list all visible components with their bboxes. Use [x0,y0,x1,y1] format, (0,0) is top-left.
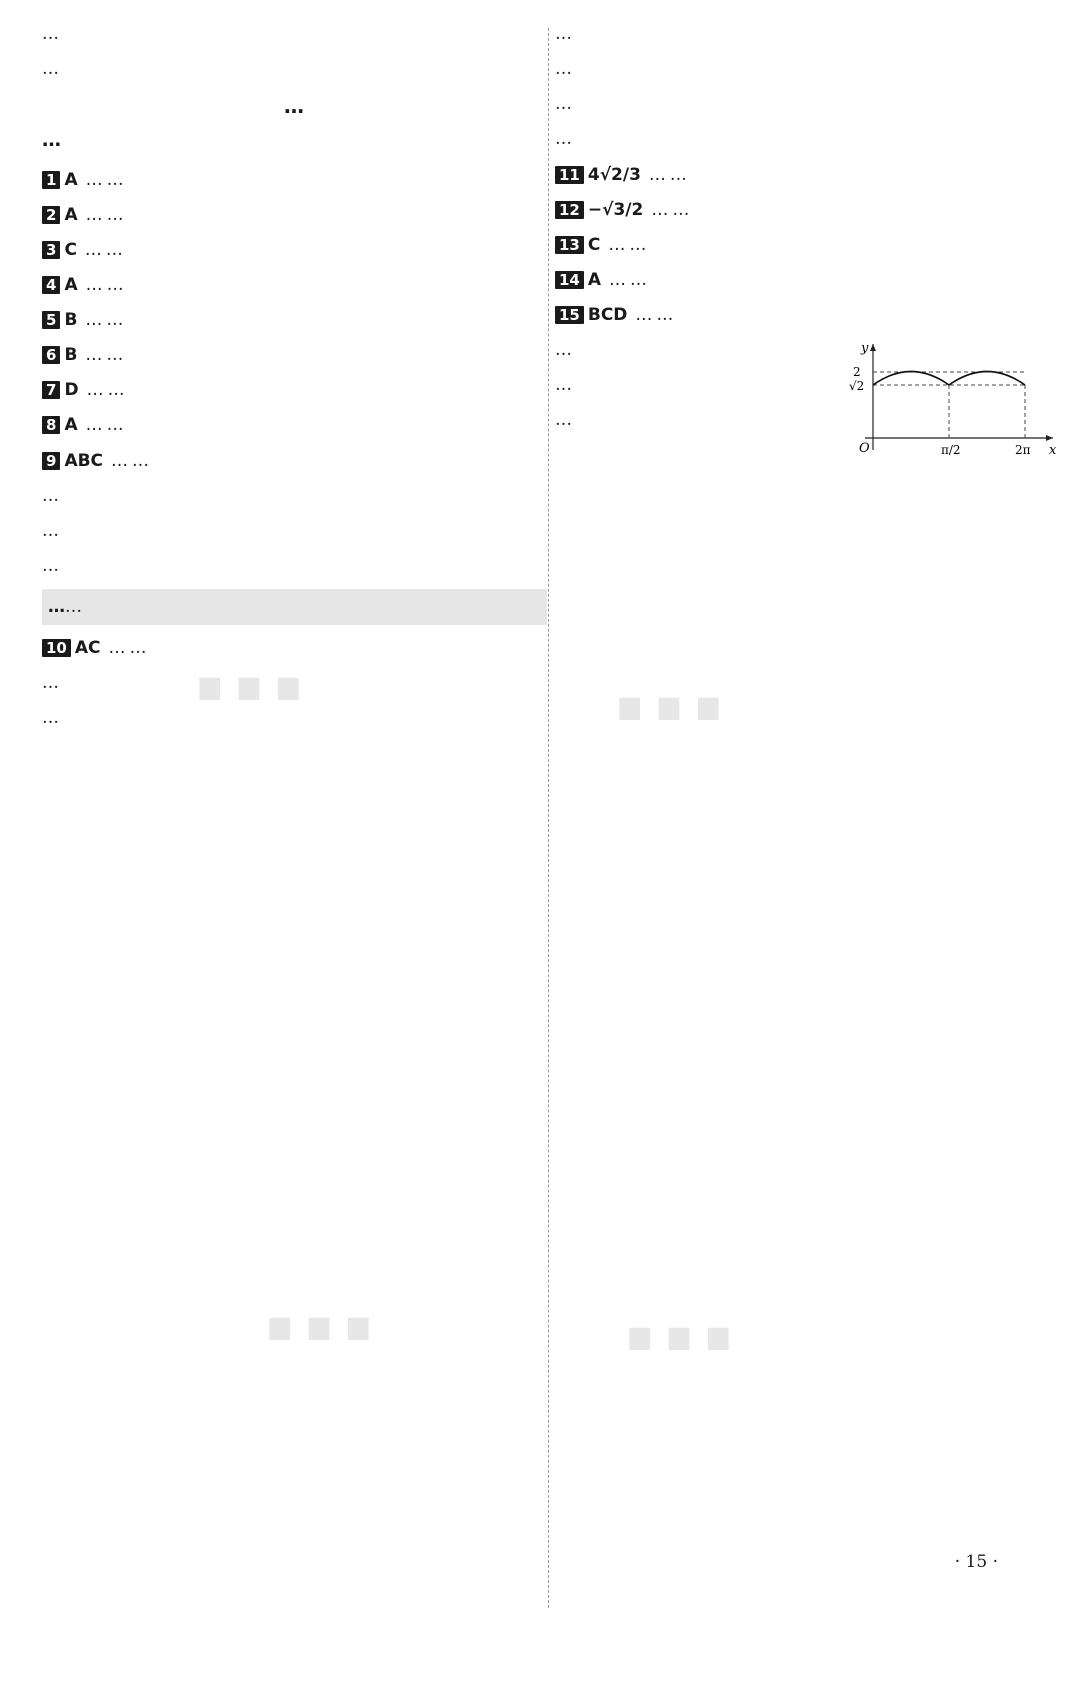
problem-number: 13 [555,236,584,254]
solution-text: … [669,164,687,185]
problem-4 [42,273,547,297]
problem-number: 8 [42,416,60,434]
problem-10-case-d: … [555,94,572,115]
solution-tag: … [111,450,129,471]
solution-tag: … [85,415,103,436]
function-graph [845,338,1060,458]
answer-label: B [64,310,78,331]
problem-6 [42,343,547,367]
problem-8 [42,413,547,437]
page-number: · 15 · [954,1552,998,1572]
left-column [42,22,547,742]
right-column [555,22,1060,462]
problem-2 [42,203,547,227]
problem-number: 7 [42,381,60,399]
x-tick-two-pi: 2π [1015,443,1031,458]
solution-text: … [629,234,647,255]
solution-tag: … [108,638,126,659]
intro-line-2: … [42,59,59,80]
answer-label: B [64,345,78,366]
x-tick-pi-half: π/2 [941,443,961,458]
problem-14 [555,268,1060,292]
solution-text: … [106,310,124,331]
answer-label: C [64,239,77,260]
solution-text: … [106,169,124,190]
problem-number: 1 [42,171,60,189]
solution-tag: … [635,305,653,325]
problem-9 [42,449,547,473]
origin-label: O [859,441,870,457]
solution-tag: … [85,204,103,225]
x-axis-arrow-icon [1046,435,1053,441]
problem-number: 3 [42,241,60,259]
watermark: … [260,1230,388,1368]
problem-number: 10 [42,639,71,657]
problem-number: 2 [42,206,60,224]
function-curve [873,372,1025,386]
section-title: … [284,94,305,119]
y-axis-arrow-icon [870,344,876,351]
problem-15 [555,303,1060,327]
solution-text: … [132,450,150,471]
answer-label: AC [74,638,101,659]
answer-label: D [64,380,79,401]
problem-3 [42,238,547,262]
problem-15-tail-2: … [555,410,572,431]
problem-1 [42,168,547,192]
method-summary-box [42,589,547,625]
y-tick-2: 2 [853,365,861,380]
answer-label: A [64,169,78,190]
problem-10-case-a: … [42,673,59,694]
problem-12 [555,198,1060,222]
solution-text: … [656,305,674,325]
solution-tag: … [648,164,666,185]
problem-number: 14 [555,271,584,289]
watermark: … [190,590,318,728]
problem-number: 11 [555,166,584,184]
answer-label: A [64,204,78,225]
solution-text: … [630,269,648,290]
problem-9-case-d: … [42,485,59,506]
problem-10-case-b: … [42,708,59,729]
answer-label: −√3/2 [587,199,644,220]
answer-label: A [64,415,78,436]
lesson-title: … [42,128,61,151]
solution-tag: … [85,169,103,190]
solution-text: … [106,345,124,366]
problem-9-case-c: … [42,555,59,576]
problem-13 [555,233,1060,257]
y-tick-sqrt2: √2 [849,379,865,394]
problem-10-conclusion: … [555,129,572,150]
answer-label: ABC [64,450,104,471]
problem-7 [42,378,547,402]
x-axis-label: x [1049,443,1057,459]
problem-number: 15 [555,306,584,324]
answer-label: A [587,269,602,290]
problem-number: 5 [42,311,60,329]
problem-10 [42,636,547,660]
answer-label: BCD [587,305,628,325]
solution-tag: … [651,199,669,220]
intro-line-1: … [42,24,59,44]
solution-text: … [672,199,690,220]
solution-tag: … [85,310,103,331]
problem-5 [42,308,547,332]
problem-number: 4 [42,276,60,294]
column-divider [548,28,549,1608]
solution-text: … [106,415,124,436]
solution-tag: … [609,269,627,290]
watermark: … [610,610,738,748]
problem-10-case-c: … [555,59,572,80]
method-summary-label: … [48,597,65,618]
problem-15-method-2 [555,338,1060,459]
solution-tag: … [84,239,102,260]
problem-number: 9 [42,452,60,470]
problem-15-tail-1: … [555,375,572,396]
solution-tag: … [85,345,103,366]
solution-tag: … [86,380,104,401]
problem-10-cont-1: … [555,24,572,44]
solution-tag: … [608,234,626,255]
watermark: … [620,1240,748,1378]
problem-number: 12 [555,201,584,219]
solution-text: … [107,380,125,401]
solution-text: … [105,239,123,260]
solution-tag: … [85,274,103,295]
answer-label: 4√2/3 [587,164,641,185]
y-axis-label: y [861,341,869,357]
method-summary-text: … [65,597,82,618]
solution-text: … [106,274,124,295]
problem-11 [555,163,1060,187]
answer-label: C [587,234,601,255]
problem-number: 6 [42,346,60,364]
problem-15-method-2-text: … [555,340,572,361]
solution-text: … [129,638,147,659]
solution-text: … [106,204,124,225]
problem-9-case-b: … [42,520,59,541]
answer-label: A [64,274,78,295]
